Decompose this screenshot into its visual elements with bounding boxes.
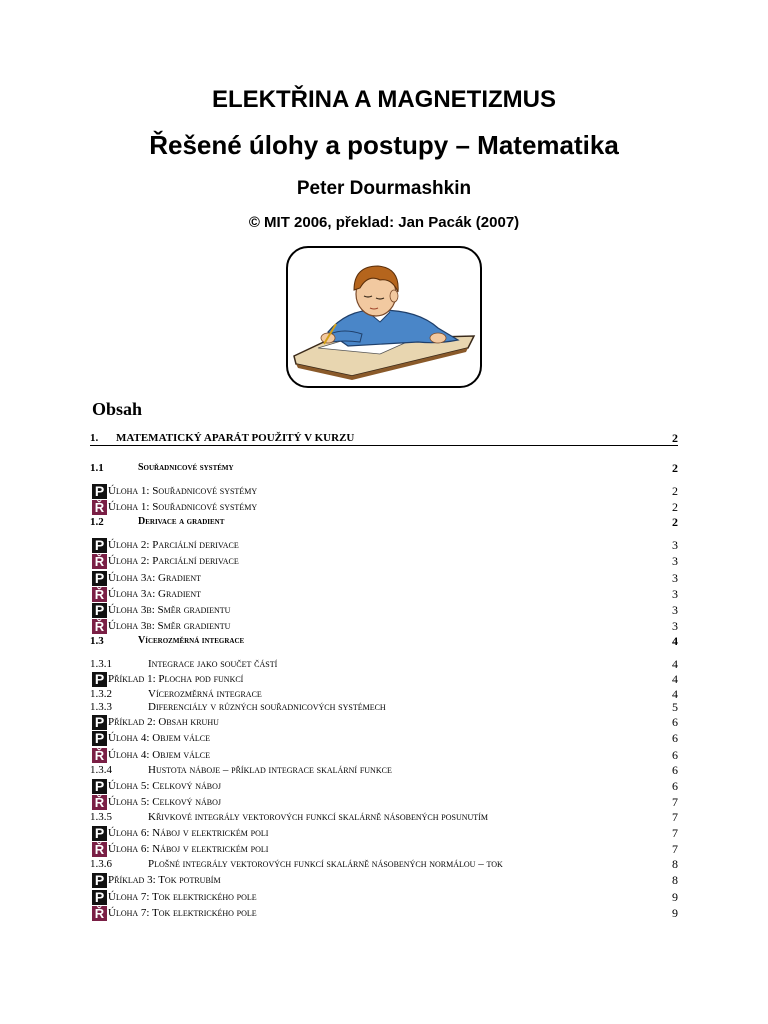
toc-exercise-entry[interactable]	[90, 778, 678, 794]
solution-badge-icon: Ř	[92, 500, 107, 515]
problem-badge-icon: P	[92, 603, 107, 618]
toc-entry-page: 2	[672, 484, 678, 498]
toc-entry-title: Úloha 3a: Gradient	[108, 588, 202, 600]
toc-entry-title: Souřadnicové systémy	[138, 462, 234, 473]
toc-exercise-entry[interactable]	[90, 483, 678, 499]
toc-exercise-entry[interactable]	[90, 602, 678, 618]
toc-exercise-entry[interactable]	[90, 537, 678, 553]
toc-entry-number: 1.2	[90, 516, 104, 528]
toc-entry-page: 6	[672, 748, 678, 762]
toc-entry-title: Příklad 2: Obsah kruhu	[108, 716, 219, 728]
toc-entry-title: Úloha 1: Souřadnicové systémy	[108, 501, 258, 513]
toc-section-entry[interactable]	[90, 656, 678, 672]
document-title: ELEKTŘINA A MAGNETIZMUS	[212, 86, 556, 113]
toc-entry-title: MATEMATICKÝ APARÁT POUŽITÝ V KURZU	[116, 432, 355, 444]
toc-entry-title: Vícerozměrná integrace	[138, 635, 245, 646]
toc-entry-title: Integrace jako součet částí	[148, 658, 278, 670]
toc-exercise-entry[interactable]	[90, 570, 678, 586]
toc-entry-page: 8	[672, 857, 678, 871]
toc-heading: Obsah	[92, 399, 143, 419]
toc-exercise-entry[interactable]	[90, 586, 678, 602]
toc-entry-page: 7	[672, 826, 678, 840]
toc-exercise-entry[interactable]	[90, 747, 678, 763]
boy-writing-illustration	[288, 248, 480, 386]
toc-exercise-entry[interactable]	[90, 889, 678, 905]
toc-exercise-entry[interactable]	[90, 825, 678, 841]
copyright-line: © MIT 2006, překlad: Jan Pacák (2007)	[248, 214, 520, 231]
problem-badge-icon: P	[92, 484, 107, 499]
toc-entry-page: 2	[672, 500, 678, 514]
toc-entry-title: Úloha 5: Celkový náboj	[108, 780, 221, 792]
toc-section-entry[interactable]	[90, 856, 678, 872]
toc-entry-title: Úloha 7: Tok elektrického pole	[108, 907, 257, 919]
solution-badge-icon: Ř	[92, 795, 107, 810]
problem-badge-icon: P	[92, 826, 107, 841]
toc-section-entry[interactable]	[90, 699, 678, 715]
solution-badge-icon: Ř	[92, 554, 107, 569]
illustration-frame	[286, 246, 482, 388]
toc-section-entry[interactable]	[90, 514, 678, 530]
toc-entry-page: 9	[672, 906, 678, 920]
toc-entry-number: 1.3.3	[90, 701, 112, 713]
toc-entry-page: 9	[672, 890, 678, 904]
toc-entry-number: 1.3.2	[90, 688, 112, 700]
toc-entry-page: 2	[672, 515, 678, 529]
toc-exercise-entry[interactable]	[90, 794, 678, 810]
toc-entry-page: 7	[672, 795, 678, 809]
solution-badge-icon: Ř	[92, 906, 107, 921]
toc-entry-title: Diferenciály v různých souřadnicových systémech	[148, 701, 386, 713]
toc-exercise-entry[interactable]	[90, 905, 678, 921]
toc-exercise-entry[interactable]	[90, 618, 678, 634]
toc-section-entry[interactable]	[90, 460, 678, 476]
toc-entry-title: Úloha 6: Náboj v elektrickém poli	[108, 843, 269, 855]
toc-exercise-entry[interactable]	[90, 730, 678, 746]
toc-entry-page: 6	[672, 779, 678, 793]
toc-entry-title: Úloha 5: Celkový náboj	[108, 796, 221, 808]
toc-entry-title: Vícerozměrná integrace	[148, 688, 262, 700]
problem-badge-icon: P	[92, 672, 107, 687]
toc-section-entry[interactable]	[90, 809, 678, 825]
toc-entry-page: 4	[672, 687, 678, 701]
toc-entry-number: 1.3.1	[90, 658, 112, 670]
toc-entry-page: 2	[672, 461, 678, 475]
toc-entry-page: 3	[672, 619, 678, 633]
toc-entry-title: Derivace a gradient	[138, 516, 225, 527]
toc-entry-page: 4	[672, 657, 678, 671]
toc-entry-title: Hustota náboje – příklad integrace skalární funkce	[148, 764, 392, 776]
toc-exercise-entry[interactable]	[90, 553, 678, 569]
toc-entry-title: Plošné integrály vektorových funkcí skalárně násobených normálou – tok	[148, 858, 503, 870]
toc-entry-title: Příklad 3: Tok potrubím	[108, 874, 221, 886]
toc-section-entry[interactable]	[90, 431, 678, 446]
toc-entry-page: 4	[672, 634, 678, 648]
toc-entry-page: 3	[672, 603, 678, 617]
toc-entry-page: 3	[672, 587, 678, 601]
toc-entry-title: Úloha 6: Náboj v elektrickém poli	[108, 827, 269, 839]
toc-entry-title: Úloha 2: Parciální derivace	[108, 539, 239, 551]
toc-entry-title: Úloha 3a: Gradient	[108, 572, 202, 584]
toc-entry-number: 1.1	[90, 462, 104, 474]
toc-entry-title: Úloha 3b: Směr gradientu	[108, 620, 231, 632]
toc-entry-title: Úloha 4: Objem válce	[108, 749, 211, 761]
toc-entry-page: 7	[672, 810, 678, 824]
toc-section-entry[interactable]	[90, 633, 678, 649]
toc-entry-title: Úloha 4: Objem válce	[108, 732, 211, 744]
toc-exercise-entry[interactable]	[90, 714, 678, 730]
toc-entry-title: Úloha 1: Souřadnicové systémy	[108, 485, 258, 497]
toc-entry-title: Příklad 1: Plocha pod funkcí	[108, 673, 244, 685]
toc-entry-page: 6	[672, 731, 678, 745]
toc-exercise-entry[interactable]	[90, 872, 678, 888]
toc-entry-title: Úloha 7: Tok elektrického pole	[108, 891, 257, 903]
toc-exercise-entry[interactable]	[90, 841, 678, 857]
toc-entry-page: 3	[672, 538, 678, 552]
solution-badge-icon: Ř	[92, 842, 107, 857]
author-name: Peter Dourmashkin	[296, 178, 472, 199]
toc-entry-page: 2	[672, 431, 678, 445]
toc-entry-page: 5	[672, 700, 678, 714]
toc-entry-number: 1.3	[90, 635, 104, 647]
toc-entry-title: Úloha 3b: Směr gradientu	[108, 604, 231, 616]
problem-badge-icon: P	[92, 731, 107, 746]
problem-badge-icon: P	[92, 779, 107, 794]
toc-entry-page: 4	[672, 672, 678, 686]
problem-badge-icon: P	[92, 538, 107, 553]
toc-entry-page: 7	[672, 842, 678, 856]
toc-entry-page: 6	[672, 763, 678, 777]
problem-badge-icon: P	[92, 715, 107, 730]
toc-exercise-entry[interactable]	[90, 499, 678, 515]
toc-entry-number: 1.3.5	[90, 811, 112, 823]
toc-entry-page: 3	[672, 554, 678, 568]
problem-badge-icon: P	[92, 873, 107, 888]
toc-section-entry[interactable]	[90, 762, 678, 778]
problem-badge-icon: P	[92, 890, 107, 905]
toc-entry-page: 3	[672, 571, 678, 585]
toc-entry-number: 1.3.4	[90, 764, 112, 776]
solution-badge-icon: Ř	[92, 587, 107, 602]
toc-entry-number: 1.3.6	[90, 858, 112, 870]
problem-badge-icon: P	[92, 571, 107, 586]
toc-entry-page: 6	[672, 715, 678, 729]
toc-entry-page: 8	[672, 873, 678, 887]
toc-entry-number: 1.	[90, 432, 99, 444]
solution-badge-icon: Ř	[92, 619, 107, 634]
toc-entry-title: Úloha 2: Parciální derivace	[108, 555, 239, 567]
document-subtitle: Řešené úlohy a postupy – Matematika	[149, 130, 619, 160]
toc-exercise-entry[interactable]	[90, 671, 678, 687]
toc-entry-title: Křivkové integrály vektorových funkcí skalárně násobených posunutím	[148, 811, 488, 823]
solution-badge-icon: Ř	[92, 748, 107, 763]
